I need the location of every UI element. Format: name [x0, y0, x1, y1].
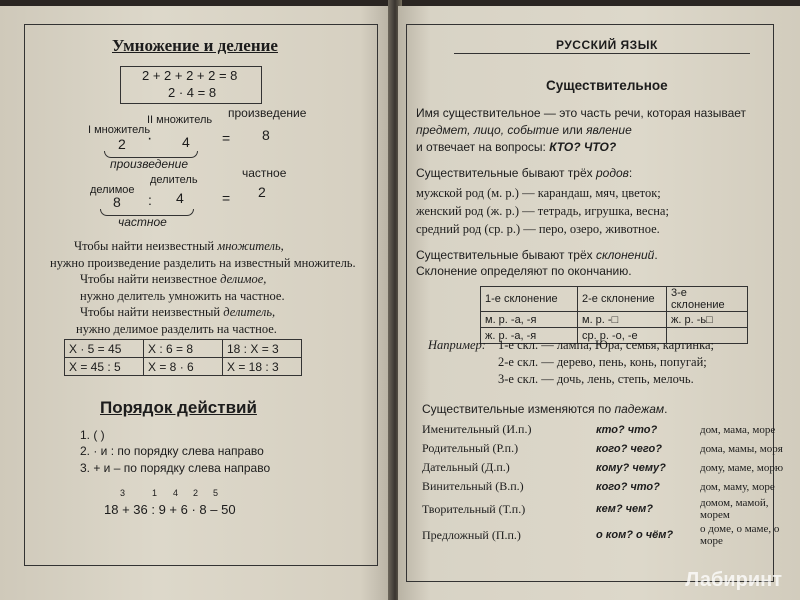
order-item-1: 1. ( ) — [80, 428, 105, 442]
multiplier-value-2: 4 — [182, 134, 190, 150]
table-header: 2-е склонение — [578, 287, 667, 312]
table-row — [420, 439, 800, 458]
example-line1: 2 + 2 + 2 + 2 = 8 — [142, 68, 238, 83]
table-row — [420, 420, 800, 439]
header-rule — [454, 53, 750, 54]
example-1: 1-е скл. — лампа, Юра, семья, картинка; — [498, 338, 715, 352]
case-example: о доме, о маме, о море — [700, 523, 780, 547]
case-example: дом, маму, море — [700, 480, 775, 493]
quotient-value: 2 — [258, 184, 266, 200]
table-cell: ж. р. -а, -я — [481, 328, 578, 344]
declension-intro-2: Склонение определяют по окончанию. — [416, 264, 632, 278]
table-cell: X · 5 = 45 — [65, 340, 144, 358]
equals-sign-2: = — [222, 190, 231, 206]
product-value: 8 — [262, 127, 270, 143]
case-example: дом, мама, море — [700, 423, 776, 436]
rule3-line2: нужно делимое разделить на частное. — [76, 322, 277, 336]
case-name: Именительный (И.п.) — [422, 422, 532, 436]
genders-intro: Существительные бывают трёх родов: — [416, 166, 633, 180]
case-example: дома, мамы, моря — [700, 442, 783, 455]
table-row — [420, 522, 800, 548]
multiplier-label-2: II множитель — [147, 114, 213, 126]
case-question: кого? чего? — [596, 442, 662, 455]
mult-div-title: Умножение и деление — [112, 36, 278, 55]
case-name: Дательный (Д.п.) — [422, 460, 510, 474]
case-question: кем? чем? — [596, 503, 653, 515]
table-row — [481, 287, 748, 312]
case-name: Винительный (В.п.) — [422, 479, 524, 493]
cases-intro: Существительные изменяются по падежам. — [422, 402, 668, 416]
case-question: кто? что? — [596, 423, 658, 436]
example-2: 2-е скл. — дерево, пень, конь, попугай; — [498, 355, 707, 369]
case-question: о ком? о чём? — [596, 529, 674, 541]
case-example: дому, маме, морю — [700, 461, 784, 474]
quotient-label: частное — [242, 166, 287, 180]
table-cell: ср. р. -о, -е — [578, 328, 667, 344]
declension-intro: Существительные бывают трёх склонений. — [416, 248, 658, 262]
order-num: 2 — [193, 488, 199, 498]
cases-table — [420, 420, 800, 548]
labirint-watermark: Лабиринт — [685, 569, 782, 591]
table-cell: X : 6 = 8 — [144, 340, 223, 358]
table-row — [420, 458, 800, 477]
right-page — [398, 6, 800, 600]
gender-masculine: мужской род (м. р.) — карандаш, мяч, цветок; — [416, 186, 661, 200]
table-header: 1-е склонение — [481, 287, 578, 312]
case-example: домом, мамой, морем — [700, 497, 769, 521]
equation-table — [64, 339, 302, 376]
case-question: кому? чему? — [596, 461, 666, 474]
order-num: 5 — [213, 488, 219, 498]
rule3-line1: Чтобы найти неизвестный делитель, — [80, 305, 276, 319]
table-cell: м. р. -□ — [578, 312, 667, 328]
gender-feminine: женский род (ж. р.) — тетрадь, игрушка, весна; — [416, 204, 669, 218]
example-line2: 2 · 4 = 8 — [168, 85, 217, 100]
multiplier-label-1: I множитель — [88, 124, 151, 136]
definition-line2: предмет, лицо, событие или явление — [416, 123, 632, 137]
dividend-value: 8 — [113, 194, 121, 210]
example-3: 3-е скл. — дочь, лень, степь, мелочь. — [498, 372, 694, 386]
table-row — [420, 477, 800, 496]
product-label: произведение — [228, 106, 307, 120]
divide-sign: : — [148, 192, 152, 208]
table-cell: м. р. -а, -я — [481, 312, 578, 328]
rule2-line2: нужно делитель умножить на частное. — [80, 289, 285, 303]
case-question: кого? что? — [596, 480, 660, 493]
noun-title: Существительное — [546, 78, 668, 93]
table-cell: X = 45 : 5 — [65, 358, 144, 376]
table-cell: 18 : X = 3 — [223, 340, 302, 358]
table-row — [481, 312, 748, 328]
order-item-2: 2. · и : по порядку слева направо — [80, 444, 264, 458]
example-label: Например: — [428, 338, 486, 352]
order-item-3: 3. + и – по порядку слева направо — [80, 461, 271, 475]
rule2-line1: Чтобы найти неизвестное делимое, — [80, 272, 267, 286]
order-num: 1 — [152, 488, 158, 498]
dividend-label: делимое — [90, 184, 135, 196]
brace-quotient-label: частное — [118, 215, 167, 229]
gender-neuter: средний род (ср. р.) — перо, озеро, животное. — [416, 222, 660, 236]
order-title: Порядок действий — [100, 398, 257, 417]
divisor-label: делитель — [150, 174, 198, 186]
table-cell: X = 18 : 3 — [223, 358, 302, 376]
case-name: Родительный (Р.п.) — [422, 441, 519, 455]
multiply-sign: · — [147, 130, 153, 147]
case-name: Творительный (Т.п.) — [422, 501, 526, 516]
rule1-line1: Чтобы найти неизвестный множитель, — [74, 239, 284, 253]
table-row — [65, 358, 302, 376]
order-num: 4 — [173, 488, 179, 498]
table-cell: ж. р. -ь□ — [667, 312, 748, 328]
table-header: 3-е склонение — [667, 287, 748, 312]
table-row — [65, 340, 302, 358]
case-name: Предложный (П.п.) — [422, 527, 521, 542]
multiplier-value-1: 2 — [118, 136, 126, 152]
table-cell: X = 8 · 6 — [144, 358, 223, 376]
definition-line1: Имя существительное — это часть речи, которая называет — [416, 106, 747, 120]
rule1-line2: нужно произведение разделить на известный множитель. — [50, 256, 356, 270]
left-page — [0, 6, 392, 600]
order-num: 3 — [120, 488, 126, 498]
equals-sign-1: = — [222, 130, 231, 146]
subject-header: РУССКИЙ ЯЗЫК — [556, 38, 658, 52]
table-row — [420, 496, 800, 522]
divisor-value: 4 — [176, 190, 184, 206]
order-expression: 18 + 36 : 9 + 6 · 8 – 50 — [104, 502, 236, 517]
declension-table — [480, 286, 748, 344]
definition-line3: и отвечает на вопросы: КТО? ЧТО? — [416, 140, 617, 154]
brace-product-label: произведение — [110, 157, 188, 171]
